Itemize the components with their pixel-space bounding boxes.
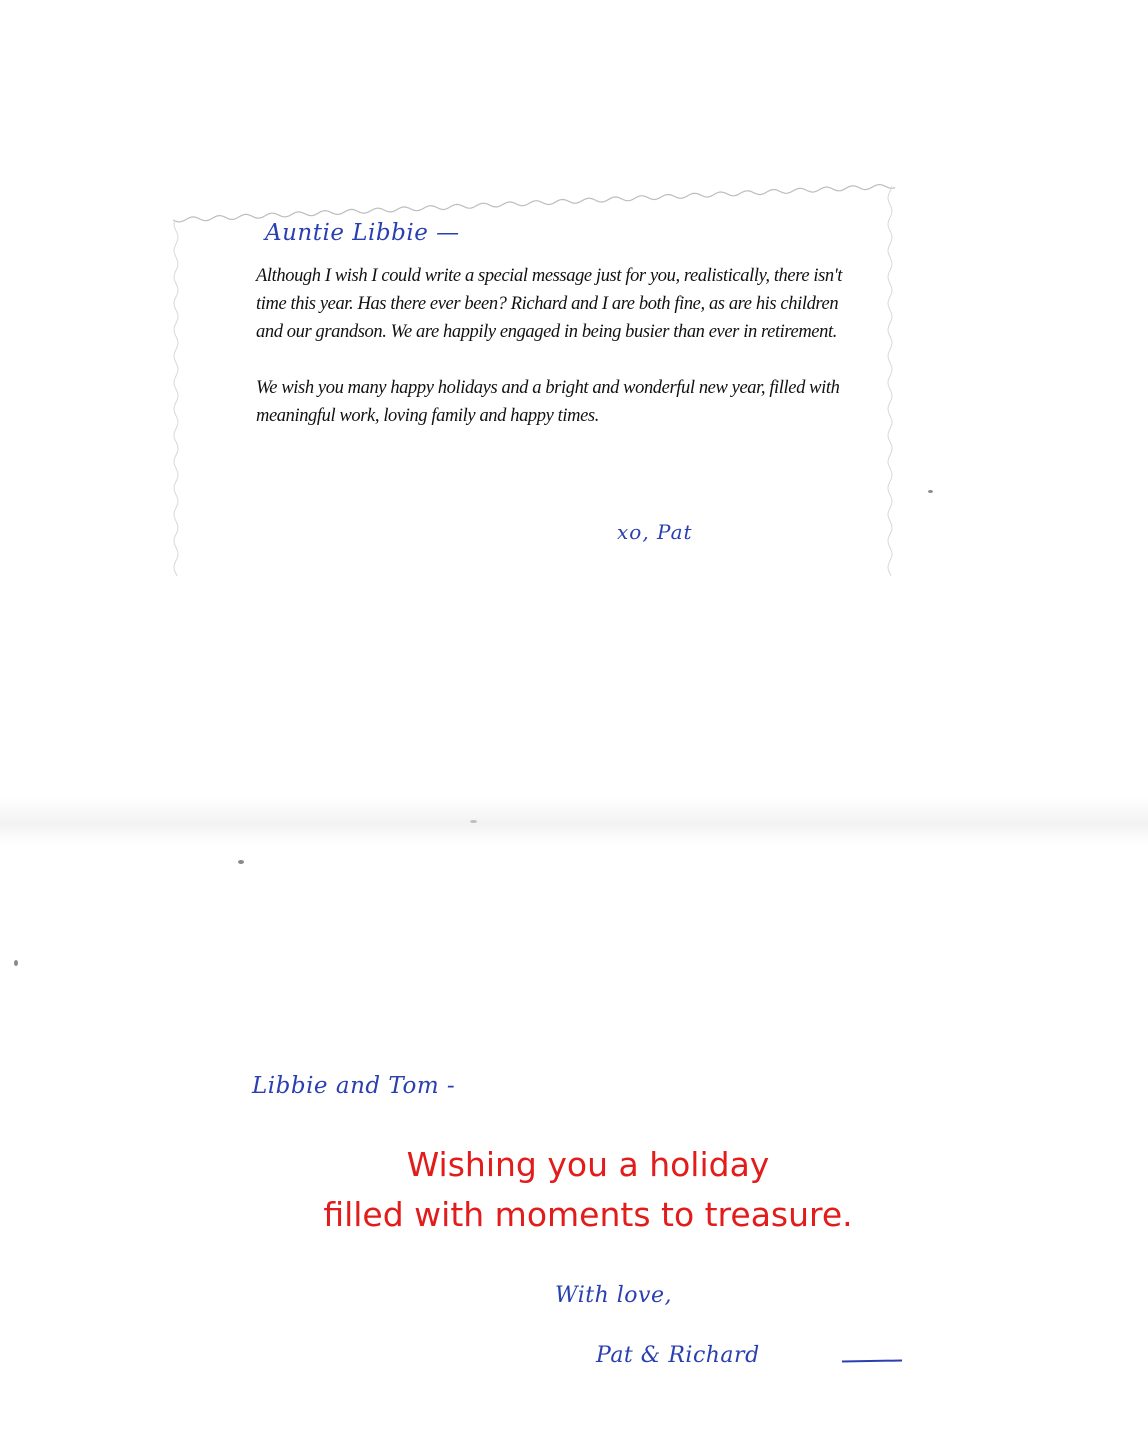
paper-speck <box>928 490 933 493</box>
message-paragraph: Although I wish I could write a special message just for you, realistically, there isn't time this year. Has there ever been? Richard and I are both fine, as are his children and our grandson. We are happily engaged in being busier than ever in retirement. <box>256 266 843 342</box>
signature-flourish <box>842 1359 902 1362</box>
handwritten-signers: Pat & Richard <box>596 1343 760 1368</box>
handwritten-salutation: Auntie Libbie — <box>265 220 460 246</box>
handwritten-card-salutation: Libbie and Tom - <box>252 1073 456 1099</box>
greeting-line: filled with moments to treasure. <box>323 1195 853 1234</box>
paper-speck <box>14 960 18 966</box>
typed-message <box>256 262 861 430</box>
printed-greeting <box>200 1140 976 1240</box>
card-fold-line <box>0 795 1148 845</box>
paper-speck <box>238 860 244 864</box>
handwritten-signature: xo, Pat <box>617 520 693 544</box>
paper-speck <box>470 820 477 823</box>
message-paragraph: We wish you many happy holidays and a bright and wonderful new year, filled with meaningful work, loving family and happy times. <box>256 378 840 426</box>
greeting-line: Wishing you a holiday <box>406 1145 770 1184</box>
pasted-typed-note <box>173 178 895 576</box>
handwritten-closing: With love, <box>555 1283 672 1308</box>
